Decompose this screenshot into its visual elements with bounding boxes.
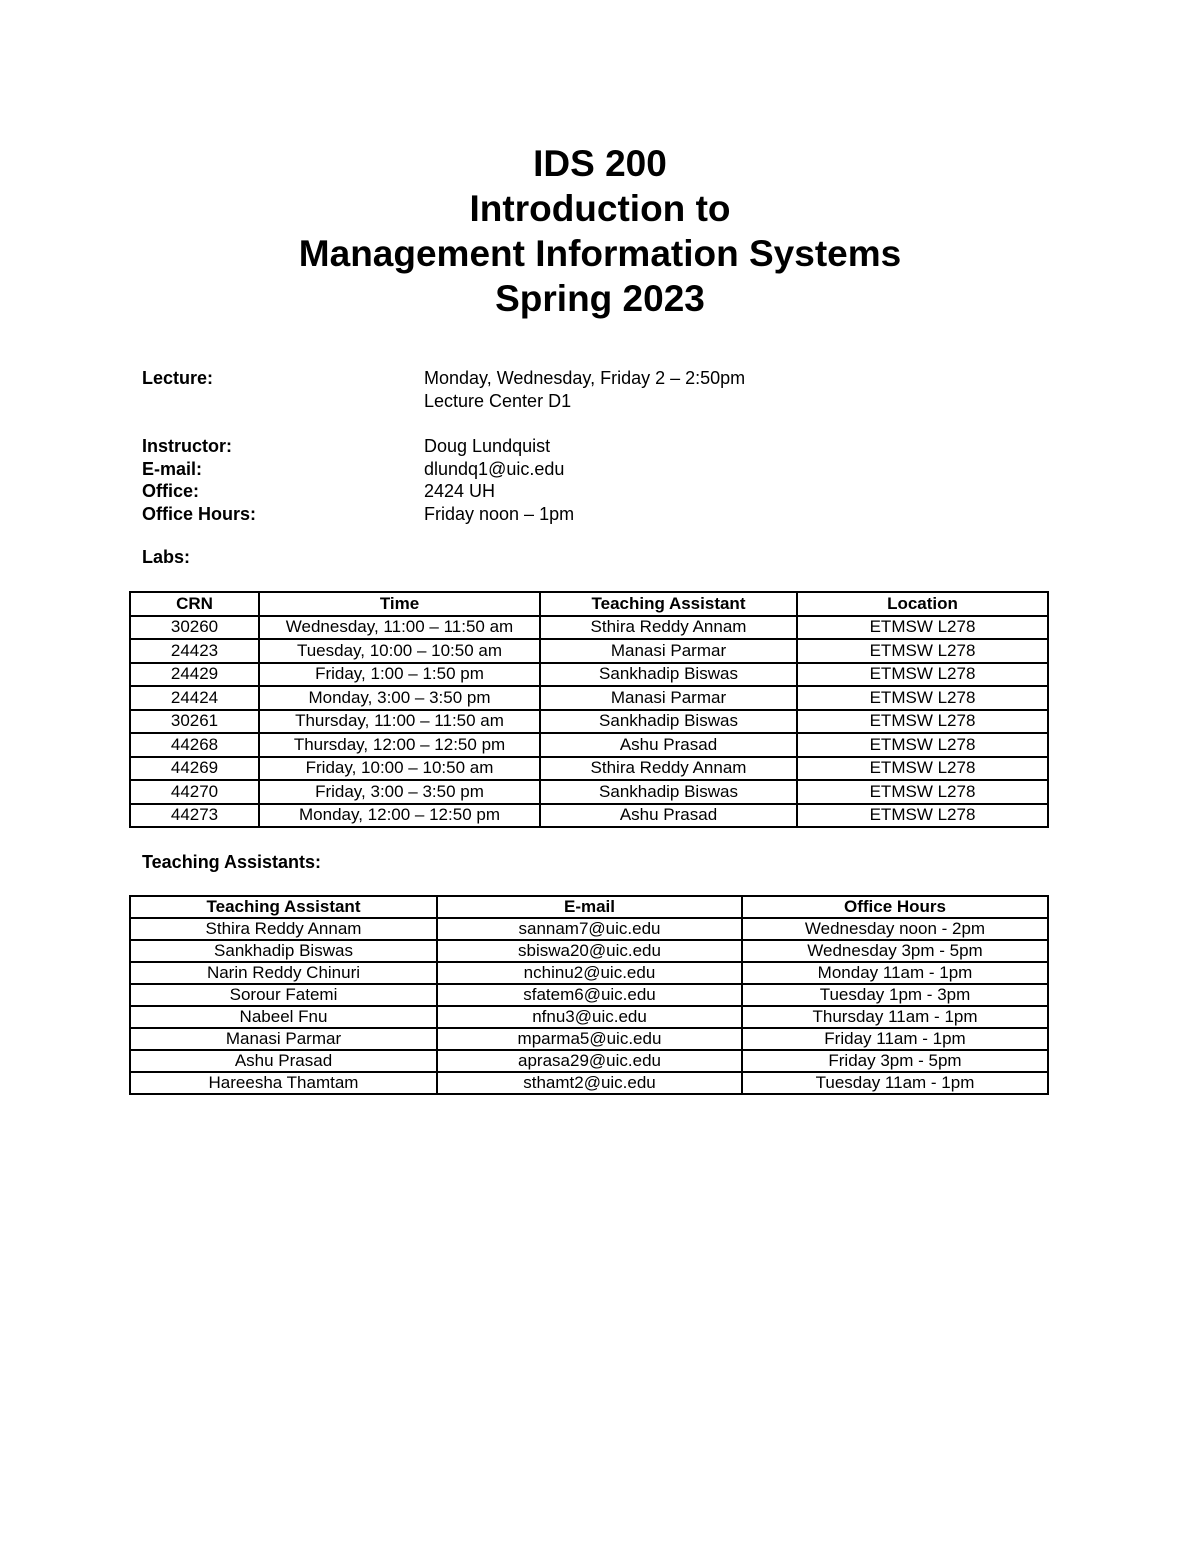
table-cell: Manasi Parmar xyxy=(130,1028,437,1050)
table-cell: Thursday 11am - 1pm xyxy=(742,1006,1048,1028)
table-cell: Wednesday noon - 2pm xyxy=(742,918,1048,940)
table-cell: ETMSW L278 xyxy=(797,639,1048,663)
table-cell: 44273 xyxy=(130,804,259,828)
labs-header-row xyxy=(130,592,1048,616)
table-cell: Friday, 10:00 – 10:50 am xyxy=(259,757,540,781)
column-header: Time xyxy=(259,592,540,616)
table-cell: Friday, 3:00 – 3:50 pm xyxy=(259,780,540,804)
column-header: Teaching Assistant xyxy=(130,896,437,918)
table-cell: Thursday, 12:00 – 12:50 pm xyxy=(259,733,540,757)
instructor-label: Instructor: xyxy=(142,436,232,456)
table-cell: Manasi Parmar xyxy=(540,639,797,663)
table-cell: Friday, 1:00 – 1:50 pm xyxy=(259,663,540,687)
lecture-label: Lecture: xyxy=(142,368,214,388)
table-cell: 30260 xyxy=(130,616,259,640)
table-row xyxy=(130,616,1048,640)
table-cell: Tuesday 11am - 1pm xyxy=(742,1072,1048,1094)
lecture-time: Monday, Wednesday, Friday 2 – 2:50pm xyxy=(424,368,746,388)
office-label: Office: xyxy=(142,481,200,501)
table-cell: ETMSW L278 xyxy=(797,663,1048,687)
table-row xyxy=(130,984,1048,1006)
table-row xyxy=(130,639,1048,663)
instructor-name: Doug Lundquist xyxy=(424,436,551,456)
table-cell: 24424 xyxy=(130,686,259,710)
table-cell: Monday, 12:00 – 12:50 pm xyxy=(259,804,540,828)
table-cell: nfnu3@uic.edu xyxy=(437,1006,742,1028)
table-cell: sannam7@uic.edu xyxy=(437,918,742,940)
table-cell: ETMSW L278 xyxy=(797,804,1048,828)
table-row xyxy=(130,733,1048,757)
course-title-line2: Management Information Systems xyxy=(298,233,902,274)
table-row xyxy=(130,686,1048,710)
table-row xyxy=(130,962,1048,984)
teaching-assistants-table xyxy=(129,895,1049,1095)
labs-table xyxy=(129,591,1049,828)
table-row xyxy=(130,1072,1048,1094)
table-cell: Ashu Prasad xyxy=(540,733,797,757)
table-cell: Sankhadip Biswas xyxy=(540,710,797,734)
document-title xyxy=(0,141,1200,321)
table-cell: ETMSW L278 xyxy=(797,780,1048,804)
column-header: Location xyxy=(797,592,1048,616)
table-cell: sthamt2@uic.edu xyxy=(437,1072,742,1094)
table-cell: Sankhadip Biswas xyxy=(130,940,437,962)
table-cell: ETMSW L278 xyxy=(797,710,1048,734)
table-row xyxy=(130,663,1048,687)
course-term: Spring 2023 xyxy=(495,278,705,319)
table-row xyxy=(130,1028,1048,1050)
table-cell: Ashu Prasad xyxy=(540,804,797,828)
table-cell: Sthira Reddy Annam xyxy=(130,918,437,940)
table-cell: Manasi Parmar xyxy=(540,686,797,710)
teaching-assistants-label: Teaching Assistants: xyxy=(142,852,322,872)
table-cell: Tuesday, 10:00 – 10:50 am xyxy=(259,639,540,663)
table-cell: 24423 xyxy=(130,639,259,663)
table-cell: Sorour Fatemi xyxy=(130,984,437,1006)
labs-label: Labs: xyxy=(142,547,191,567)
table-cell: Wednesday, 11:00 – 11:50 am xyxy=(259,616,540,640)
table-cell: sbiswa20@uic.edu xyxy=(437,940,742,962)
table-cell: sfatem6@uic.edu xyxy=(437,984,742,1006)
table-cell: Hareesha Thamtam xyxy=(130,1072,437,1094)
table-row xyxy=(130,710,1048,734)
table-cell: Sankhadip Biswas xyxy=(540,780,797,804)
table-row xyxy=(130,757,1048,781)
table-cell: Sankhadip Biswas xyxy=(540,663,797,687)
office-hours-label: Office Hours: xyxy=(142,503,257,524)
table-cell: 44270 xyxy=(130,780,259,804)
table-row xyxy=(130,804,1048,828)
table-cell: mparma5@uic.edu xyxy=(437,1028,742,1050)
table-cell: Friday 3pm - 5pm xyxy=(742,1050,1048,1072)
column-header: Teaching Assistant xyxy=(540,592,797,616)
table-row xyxy=(130,1050,1048,1072)
table-cell: Monday, 3:00 – 3:50 pm xyxy=(259,686,540,710)
table-row xyxy=(130,918,1048,940)
table-cell: Sthira Reddy Annam xyxy=(540,757,797,781)
table-row xyxy=(130,940,1048,962)
table-cell: Thursday, 11:00 – 11:50 am xyxy=(259,710,540,734)
instructor-email: dlundq1@uic.edu xyxy=(424,458,565,479)
table-cell: aprasa29@uic.edu xyxy=(437,1050,742,1072)
table-cell: 44268 xyxy=(130,733,259,757)
column-header: E-mail xyxy=(437,896,742,918)
table-cell: Nabeel Fnu xyxy=(130,1006,437,1028)
instructor-office-hours: Friday noon – 1pm xyxy=(424,503,575,524)
table-cell: 30261 xyxy=(130,710,259,734)
instructor-office: 2424 UH xyxy=(424,481,496,501)
course-title-line1: Introduction to xyxy=(469,188,731,229)
table-cell: Tuesday 1pm - 3pm xyxy=(742,984,1048,1006)
table-row xyxy=(130,780,1048,804)
table-cell: 24429 xyxy=(130,663,259,687)
table-cell: 44269 xyxy=(130,757,259,781)
table-cell: Wednesday 3pm - 5pm xyxy=(742,940,1048,962)
table-cell: ETMSW L278 xyxy=(797,616,1048,640)
table-cell: Ashu Prasad xyxy=(130,1050,437,1072)
ta-header-row xyxy=(130,896,1048,918)
column-header: Office Hours xyxy=(742,896,1048,918)
table-cell: Narin Reddy Chinuri xyxy=(130,962,437,984)
table-cell: Friday 11am - 1pm xyxy=(742,1028,1048,1050)
email-label: E-mail: xyxy=(142,458,203,479)
table-cell: nchinu2@uic.edu xyxy=(437,962,742,984)
table-cell: Sthira Reddy Annam xyxy=(540,616,797,640)
table-cell: ETMSW L278 xyxy=(797,757,1048,781)
table-cell: Monday 11am - 1pm xyxy=(742,962,1048,984)
table-cell: ETMSW L278 xyxy=(797,733,1048,757)
course-code: IDS 200 xyxy=(533,143,667,184)
table-row xyxy=(130,1006,1048,1028)
lecture-location: Lecture Center D1 xyxy=(424,390,572,411)
table-cell: ETMSW L278 xyxy=(797,686,1048,710)
column-header: CRN xyxy=(130,592,259,616)
